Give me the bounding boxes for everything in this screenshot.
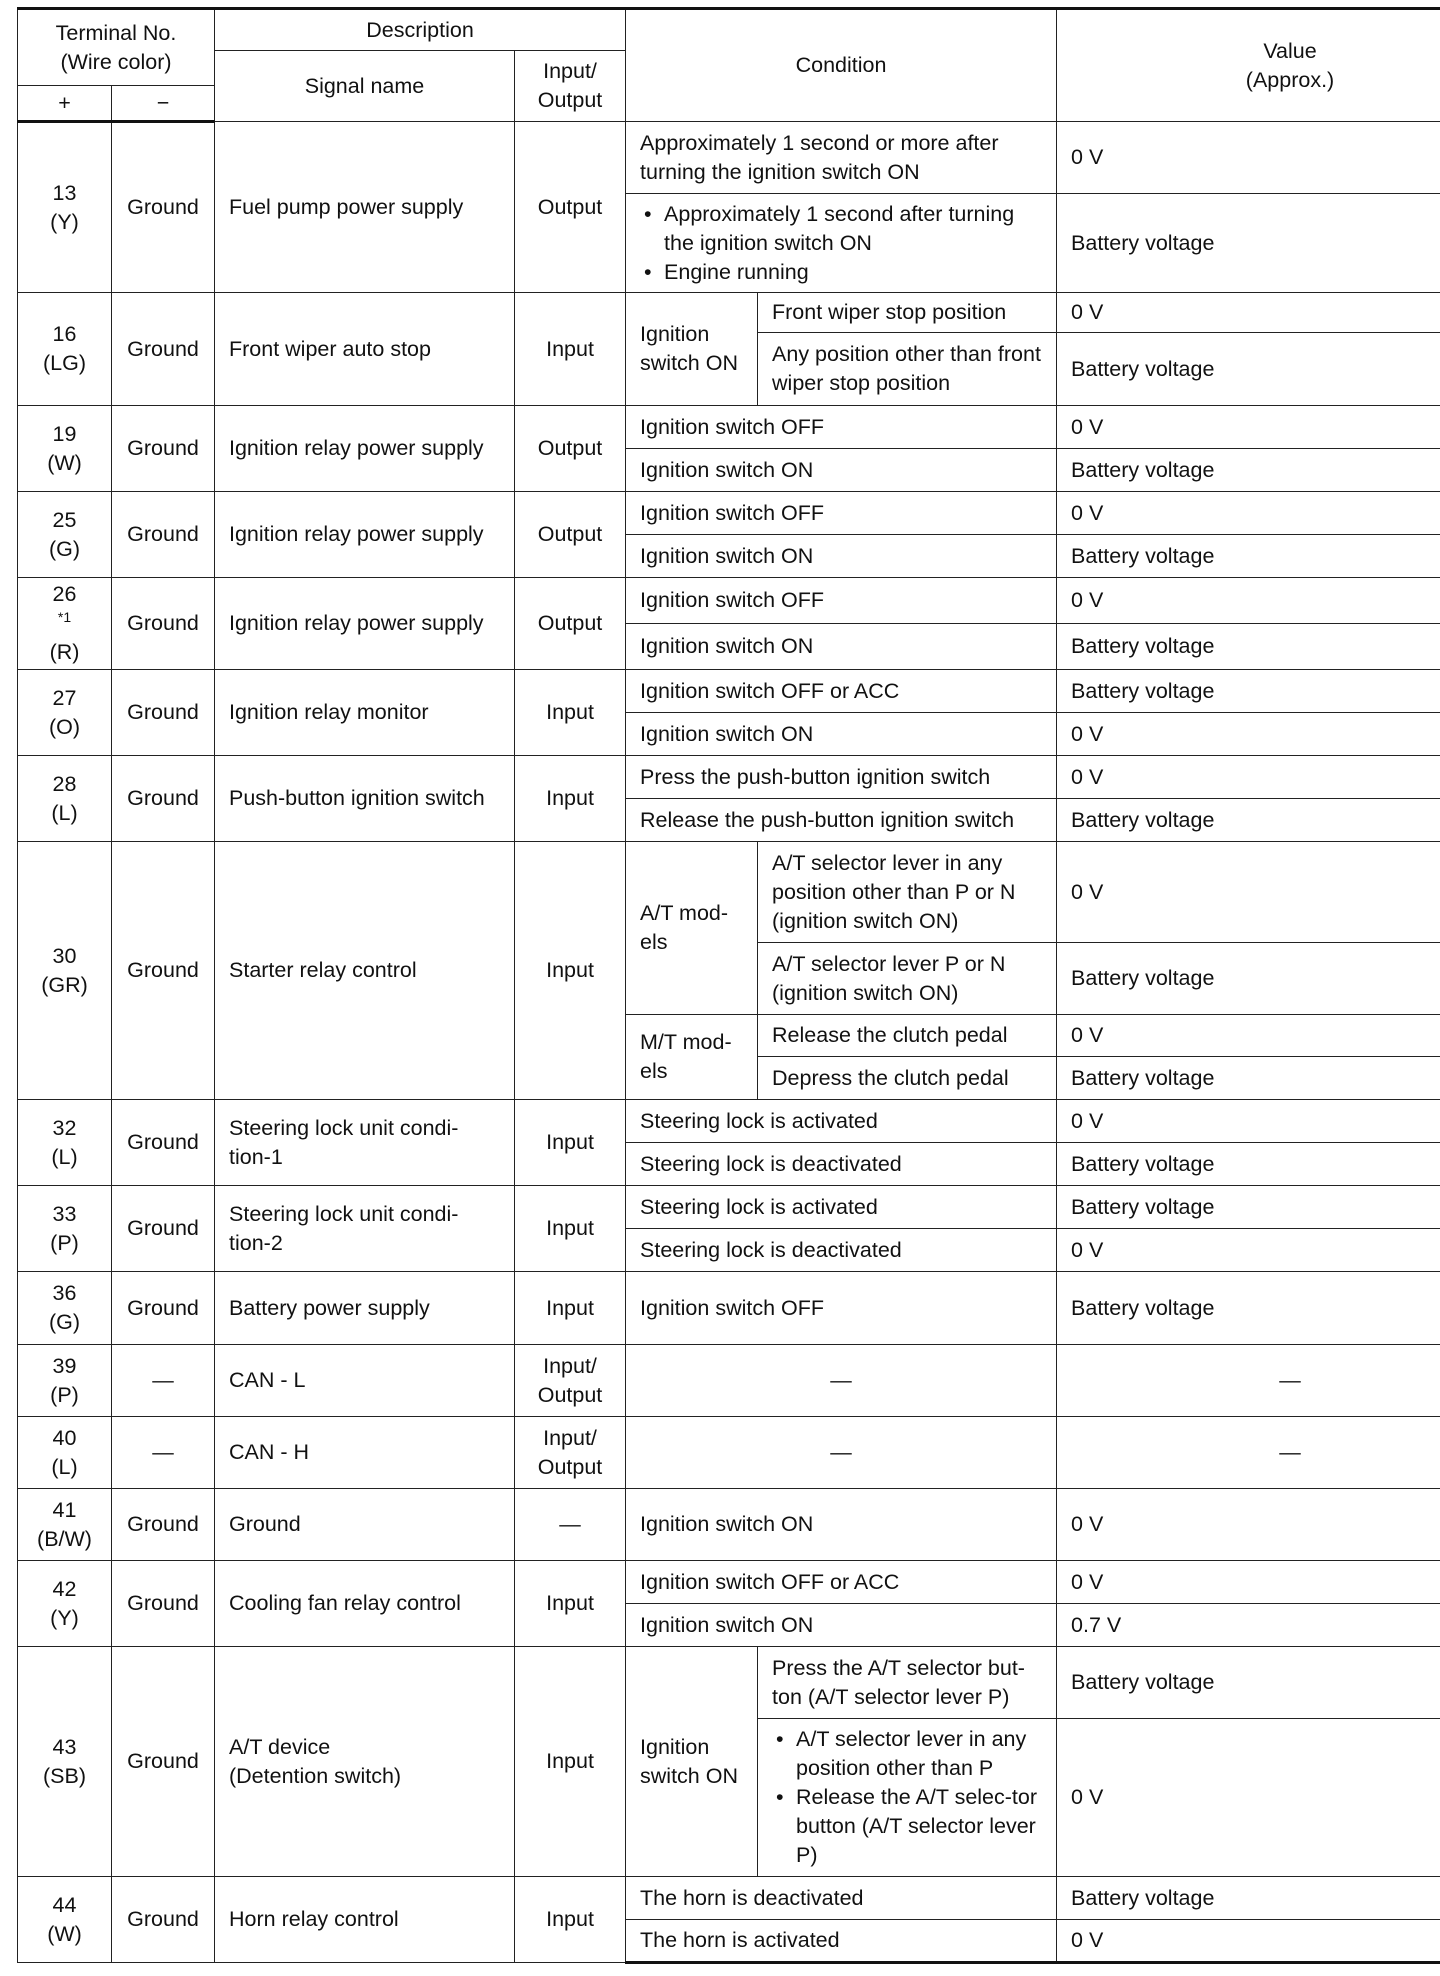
terminal-number: 43 bbox=[52, 1734, 77, 1759]
condition-group: A/T mod-els bbox=[626, 842, 758, 1015]
terminal-number: 27 bbox=[52, 685, 77, 710]
value: 0 V bbox=[1057, 1100, 1440, 1143]
terminal-cell bbox=[18, 122, 112, 293]
value: — bbox=[1057, 1417, 1440, 1489]
value: 0 V bbox=[1057, 1489, 1440, 1561]
input-output: Input bbox=[515, 842, 626, 1100]
wire-color: (Y) bbox=[50, 1605, 79, 1630]
header-value bbox=[1057, 9, 1440, 122]
condition: The horn is activated bbox=[626, 1920, 1057, 1963]
condition: Ignition switch OFF or ACC bbox=[626, 670, 1057, 713]
terminal-number: 42 bbox=[52, 1576, 77, 1601]
table-row bbox=[18, 1417, 1440, 1489]
negative-terminal: Ground bbox=[112, 756, 215, 842]
table-row bbox=[18, 1345, 1440, 1417]
value: 0 V bbox=[1057, 1920, 1440, 1963]
negative-terminal: Ground bbox=[112, 293, 215, 406]
terminal-number: 26 bbox=[52, 582, 77, 606]
input-output: Input bbox=[515, 756, 626, 842]
negative-terminal: Ground bbox=[112, 670, 215, 756]
table-row bbox=[18, 670, 1440, 713]
negative-terminal: Ground bbox=[112, 578, 215, 670]
input-output: Input bbox=[515, 293, 626, 406]
terminal-table bbox=[17, 7, 1440, 1964]
terminal-cell bbox=[18, 756, 112, 842]
wire-color: (W) bbox=[47, 450, 82, 475]
signal-name: Front wiper auto stop bbox=[215, 293, 515, 406]
terminal-number: 25 bbox=[52, 507, 77, 532]
value: Battery voltage bbox=[1057, 1186, 1440, 1229]
header-terminal-no: Terminal No. bbox=[55, 20, 177, 45]
signal-name: Horn relay control bbox=[215, 1877, 515, 1963]
condition: Release the clutch pedal bbox=[758, 1015, 1057, 1057]
wire-color: (GR) bbox=[41, 972, 88, 997]
table-row bbox=[18, 1186, 1440, 1229]
input-output: Output bbox=[515, 578, 626, 670]
value: 0 V bbox=[1057, 122, 1440, 194]
terminal-cell bbox=[18, 1561, 112, 1647]
io-line-2: Output bbox=[537, 1454, 603, 1479]
condition: Ignition switch OFF bbox=[626, 578, 1057, 624]
negative-terminal: Ground bbox=[112, 492, 215, 578]
value: 0 V bbox=[1057, 1719, 1440, 1877]
terminal-cell bbox=[18, 1186, 112, 1272]
table-row bbox=[18, 842, 1440, 943]
condition: Ignition switch ON bbox=[626, 713, 1057, 756]
header-description: Description bbox=[215, 9, 626, 51]
terminal-number: 40 bbox=[52, 1425, 77, 1450]
header-input-output bbox=[515, 51, 626, 122]
header-condition: Condition bbox=[626, 9, 1057, 122]
value: 0.7 V bbox=[1057, 1604, 1440, 1647]
wire-color: (Y) bbox=[50, 209, 79, 234]
condition: Ignition switch ON bbox=[626, 535, 1057, 578]
signal-name: Battery power supply bbox=[215, 1272, 515, 1345]
table-row bbox=[18, 406, 1440, 449]
value: — bbox=[1057, 1345, 1440, 1417]
terminal-cell bbox=[18, 1100, 112, 1186]
wire-color: (P) bbox=[50, 1382, 79, 1407]
condition-bullet: • Engine running bbox=[640, 258, 1042, 287]
negative-terminal: Ground bbox=[112, 842, 215, 1100]
condition: Ignition switch ON bbox=[626, 624, 1057, 670]
value: Battery voltage bbox=[1057, 1143, 1440, 1186]
io-line-2: Output bbox=[537, 1382, 603, 1407]
header-io-1: Input/ bbox=[543, 59, 597, 83]
table-row bbox=[18, 1272, 1440, 1345]
terminal-cell bbox=[18, 1272, 112, 1345]
signal-name: Push-button ignition switch bbox=[215, 756, 515, 842]
input-output: — bbox=[515, 1489, 626, 1561]
table-row bbox=[18, 492, 1440, 535]
value: 0 V bbox=[1057, 842, 1440, 943]
table-row bbox=[18, 293, 1440, 333]
condition bbox=[626, 194, 1057, 293]
wire-color: (LG) bbox=[43, 351, 86, 375]
input-output: Input bbox=[515, 1186, 626, 1272]
header-value-approx: (Approx.) bbox=[1245, 67, 1335, 92]
condition: Release the push-button ignition switch bbox=[626, 799, 1057, 842]
io-line-1: Input/ bbox=[543, 1425, 597, 1450]
header-io-2: Output bbox=[537, 88, 603, 112]
value: 0 V bbox=[1057, 406, 1440, 449]
negative-terminal: Ground bbox=[112, 1877, 215, 1963]
table-header bbox=[18, 9, 1440, 122]
input-output: Input bbox=[515, 1647, 626, 1877]
value: Battery voltage bbox=[1057, 333, 1440, 406]
terminal-cell bbox=[18, 1647, 112, 1877]
wire-color: (G) bbox=[48, 1310, 81, 1334]
terminal-cell bbox=[18, 1877, 112, 1963]
condition: Steering lock is deactivated bbox=[626, 1229, 1057, 1272]
table-row bbox=[18, 1647, 1440, 1719]
condition-bullet-list bbox=[640, 200, 1042, 287]
terminal-cell bbox=[18, 1489, 112, 1561]
condition-group: Ignition switch ON bbox=[626, 293, 758, 406]
value: 0 V bbox=[1057, 1229, 1440, 1272]
condition-bullet: • Release the A/T selec-tor button (A/T selector lever P) bbox=[772, 1783, 1042, 1870]
input-output: Input bbox=[515, 1100, 626, 1186]
terminal-cell bbox=[18, 406, 112, 492]
negative-terminal: Ground bbox=[112, 1489, 215, 1561]
input-output: Output bbox=[515, 122, 626, 293]
condition: Ignition switch OFF bbox=[626, 1272, 1057, 1345]
signal-name: Cooling fan relay control bbox=[215, 1561, 515, 1647]
condition: A/T selector lever P or N (ignition switch ON) bbox=[758, 943, 1057, 1015]
condition: — bbox=[626, 1345, 1057, 1417]
terminal-cell bbox=[18, 1345, 112, 1417]
wire-color: (G) bbox=[48, 536, 81, 561]
terminal-number: 28 bbox=[52, 771, 77, 796]
negative-terminal: Ground bbox=[112, 1647, 215, 1877]
condition: Ignition switch ON bbox=[626, 449, 1057, 492]
signal-name: Ignition relay power supply bbox=[215, 406, 515, 492]
signal-name: Steering lock unit condi-tion-2 bbox=[215, 1186, 515, 1272]
condition: Press the A/T selector but-ton (A/T selector lever P) bbox=[758, 1647, 1057, 1719]
negative-terminal: Ground bbox=[112, 406, 215, 492]
value: Battery voltage bbox=[1057, 943, 1440, 1015]
condition-group: Ignition switch ON bbox=[626, 1647, 758, 1877]
wire-color: (SB) bbox=[43, 1763, 86, 1788]
condition-bullet: • A/T selector lever in any position other than P bbox=[772, 1725, 1042, 1783]
terminal-cell bbox=[18, 1417, 112, 1489]
value: Battery voltage bbox=[1057, 449, 1440, 492]
signal-name-line-2: (Detention switch) bbox=[229, 1763, 402, 1788]
signal-name bbox=[215, 1647, 515, 1877]
header-terminal bbox=[18, 9, 215, 86]
input-output bbox=[515, 1345, 626, 1417]
value: 0 V bbox=[1057, 293, 1440, 333]
value: 0 V bbox=[1057, 492, 1440, 535]
table-row bbox=[18, 122, 1440, 194]
input-output: Input bbox=[515, 670, 626, 756]
terminal-number: 41 bbox=[52, 1497, 77, 1522]
value: 0 V bbox=[1057, 756, 1440, 799]
signal-name-line-1: A/T device bbox=[229, 1734, 331, 1759]
terminal-cell bbox=[18, 578, 112, 670]
condition bbox=[758, 1719, 1057, 1877]
signal-name: Starter relay control bbox=[215, 842, 515, 1100]
input-output: Output bbox=[515, 406, 626, 492]
condition: Ignition switch ON bbox=[626, 1489, 1057, 1561]
table-row bbox=[18, 1489, 1440, 1561]
wire-color: (L) bbox=[51, 1144, 78, 1169]
terminal-cell bbox=[18, 492, 112, 578]
value: Battery voltage bbox=[1057, 1057, 1440, 1100]
footnote-marker: *1 bbox=[57, 608, 72, 625]
terminal-cell bbox=[18, 670, 112, 756]
terminal-number: 30 bbox=[52, 943, 77, 968]
terminal-number: 36 bbox=[52, 1281, 77, 1305]
value: Battery voltage bbox=[1057, 799, 1440, 842]
value: 0 V bbox=[1057, 713, 1440, 756]
terminal-number: 44 bbox=[52, 1892, 77, 1917]
value: Battery voltage bbox=[1057, 1272, 1440, 1345]
condition: Front wiper stop position bbox=[758, 293, 1057, 333]
value: Battery voltage bbox=[1057, 194, 1440, 293]
table-row bbox=[18, 1561, 1440, 1604]
signal-name: Ignition relay monitor bbox=[215, 670, 515, 756]
table-row bbox=[18, 1877, 1440, 1920]
condition: Press the push-button ignition switch bbox=[626, 756, 1057, 799]
terminal-number: 19 bbox=[52, 421, 77, 446]
condition: Depress the clutch pedal bbox=[758, 1057, 1057, 1100]
condition: Steering lock is deactivated bbox=[626, 1143, 1057, 1186]
negative-terminal: Ground bbox=[112, 1186, 215, 1272]
terminal-table-sheet bbox=[17, 7, 1423, 1964]
header-value-label: Value bbox=[1263, 38, 1317, 63]
wire-color: (L) bbox=[51, 1454, 78, 1479]
signal-name: Ignition relay power supply bbox=[215, 578, 515, 670]
condition: A/T selector lever in any position other than P or N (ignition switch ON) bbox=[758, 842, 1057, 943]
terminal-cell bbox=[18, 842, 112, 1100]
negative-terminal: Ground bbox=[112, 1100, 215, 1186]
wire-color: (W) bbox=[47, 1921, 82, 1946]
condition: Ignition switch ON bbox=[626, 1604, 1057, 1647]
header-plus: + bbox=[18, 86, 112, 122]
terminal-cell bbox=[18, 293, 112, 406]
wire-color: (B/W) bbox=[37, 1526, 92, 1551]
terminal-number: 16 bbox=[52, 322, 77, 346]
signal-name: Fuel pump power supply bbox=[215, 122, 515, 293]
condition: Ignition switch OFF or ACC bbox=[626, 1561, 1057, 1604]
value: Battery voltage bbox=[1057, 624, 1440, 670]
condition-group: M/T mod-els bbox=[626, 1015, 758, 1100]
negative-terminal: Ground bbox=[112, 1561, 215, 1647]
value: Battery voltage bbox=[1057, 535, 1440, 578]
negative-terminal: — bbox=[112, 1417, 215, 1489]
condition: Ignition switch OFF bbox=[626, 492, 1057, 535]
value: Battery voltage bbox=[1057, 1647, 1440, 1719]
condition: The horn is deactivated bbox=[626, 1877, 1057, 1920]
header-wire-color: (Wire color) bbox=[60, 49, 172, 74]
wire-color: (O) bbox=[48, 714, 81, 739]
table-row bbox=[18, 578, 1440, 624]
input-output: Input bbox=[515, 1877, 626, 1963]
condition: Steering lock is activated bbox=[626, 1100, 1057, 1143]
terminal-number: 13 bbox=[52, 180, 77, 205]
header-signal-name: Signal name bbox=[215, 51, 515, 122]
terminal-number: 33 bbox=[52, 1201, 77, 1226]
input-output: Output bbox=[515, 492, 626, 578]
signal-name: CAN - H bbox=[215, 1417, 515, 1489]
signal-name: CAN - L bbox=[215, 1345, 515, 1417]
input-output bbox=[515, 1417, 626, 1489]
header-minus: − bbox=[112, 86, 215, 122]
input-output: Input bbox=[515, 1561, 626, 1647]
value: Battery voltage bbox=[1057, 670, 1440, 713]
condition: Ignition switch OFF bbox=[626, 406, 1057, 449]
wire-color: (R) bbox=[49, 640, 80, 664]
terminal-number: 32 bbox=[52, 1115, 77, 1140]
condition: Any position other than front wiper stop position bbox=[758, 333, 1057, 406]
signal-name: Ground bbox=[215, 1489, 515, 1561]
value: Battery voltage bbox=[1057, 1877, 1440, 1920]
condition-bullet-list bbox=[772, 1725, 1042, 1870]
negative-terminal: Ground bbox=[112, 1272, 215, 1345]
condition-bullet: • Approximately 1 second after turning the ignition switch ON bbox=[640, 200, 1042, 258]
signal-name: Ignition relay power supply bbox=[215, 492, 515, 578]
terminal-number: 39 bbox=[52, 1353, 77, 1378]
value: 0 V bbox=[1057, 578, 1440, 624]
value: 0 V bbox=[1057, 1561, 1440, 1604]
table-row bbox=[18, 1100, 1440, 1143]
wire-color: (P) bbox=[50, 1230, 79, 1255]
wire-color: (L) bbox=[51, 800, 78, 825]
terminal-number-with-note bbox=[22, 580, 107, 638]
value: 0 V bbox=[1057, 1015, 1440, 1057]
io-line-1: Input/ bbox=[543, 1353, 597, 1378]
table-row bbox=[18, 756, 1440, 799]
negative-terminal: Ground bbox=[112, 122, 215, 293]
signal-name: Steering lock unit condi-tion-1 bbox=[215, 1100, 515, 1186]
negative-terminal: — bbox=[112, 1345, 215, 1417]
condition: — bbox=[626, 1417, 1057, 1489]
condition: Approximately 1 second or more after turning the ignition switch ON bbox=[626, 122, 1057, 194]
input-output: Input bbox=[515, 1272, 626, 1345]
condition: Steering lock is activated bbox=[626, 1186, 1057, 1229]
